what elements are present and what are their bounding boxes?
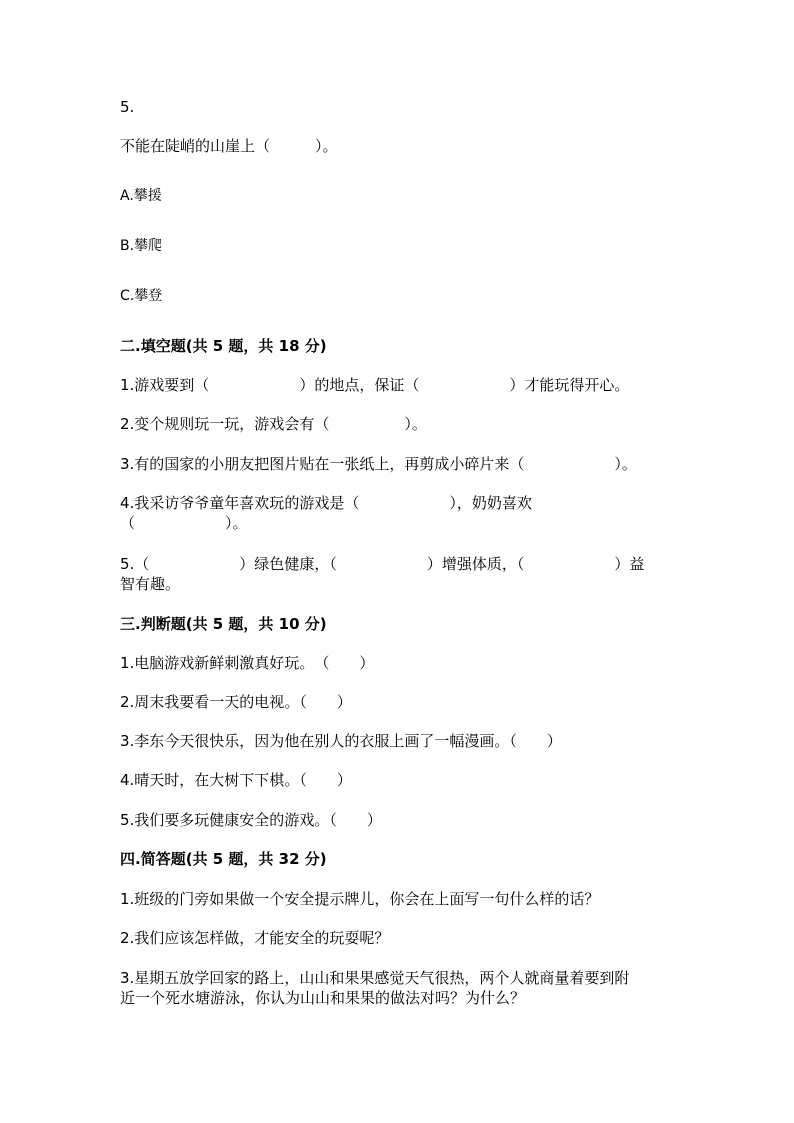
section-title-fill-blank: 二.填空题(共 5 题，共 18 分) xyxy=(120,337,327,355)
short-answer-item-3: 3.星期五放学回家的路上，山山和果果感觉天气很热，两个人就商量着要到附 xyxy=(120,969,630,987)
option-a: A.攀援 xyxy=(120,188,162,204)
true-false-item-3: 3.李东今天很快乐，因为他在别人的衣服上画了一幅漫画。（ ） xyxy=(120,732,562,750)
fill-blank-item-2: 2.变个规则玩一玩，游戏会有（ ）。 xyxy=(120,415,427,433)
section-title-true-false: 三.判断题(共 5 题，共 10 分) xyxy=(120,615,327,633)
fill-blank-item-5: 5.（ ）绿色健康，（ ）增强体质，（ ）益 xyxy=(120,555,645,573)
fill-blank-item-4-cont: （ ）。 xyxy=(120,514,248,532)
option-b: B.攀爬 xyxy=(120,238,163,254)
section-title-short-answer: 四.简答题(共 5 题，共 32 分) xyxy=(120,850,327,868)
fill-blank-item-1: 1.游戏要到（ ）的地点，保证（ ）才能玩得开心。 xyxy=(120,376,630,394)
question-5-stem: 不能在陡峭的山崖上（ ）。 xyxy=(120,137,338,155)
true-false-item-2: 2.周末我要看一天的电视。（ ） xyxy=(120,693,352,711)
true-false-item-5: 5.我们要多玩健康安全的游戏。（ ） xyxy=(120,811,382,829)
option-c: C.攀登 xyxy=(120,288,163,304)
fill-blank-item-5-cont: 智有趣。 xyxy=(120,575,181,593)
true-false-item-4: 4.晴天时，在大树下下棋。（ ） xyxy=(120,771,352,789)
short-answer-item-1: 1.班级的门旁如果做一个安全提示牌儿，你会在上面写一句什么样的话？ xyxy=(120,890,600,908)
fill-blank-item-3: 3.有的国家的小朋友把图片贴在一张纸上，再剪成小碎片来（ ）。 xyxy=(120,455,637,473)
question-5-number: 5. xyxy=(120,98,135,116)
short-answer-item-3-cont: 近一个死水塘游泳，你认为山山和果果的做法对吗？为什么？ xyxy=(120,989,526,1007)
true-false-item-1: 1.电脑游戏新鲜刺激真好玩。 （ ） xyxy=(120,654,375,672)
short-answer-item-2: 2.我们应该怎样做，才能安全的玩耍呢？ xyxy=(120,929,390,947)
fill-blank-item-4: 4.我采访爷爷童年喜欢玩的游戏是（ ），奶奶喜欢 xyxy=(120,494,532,512)
